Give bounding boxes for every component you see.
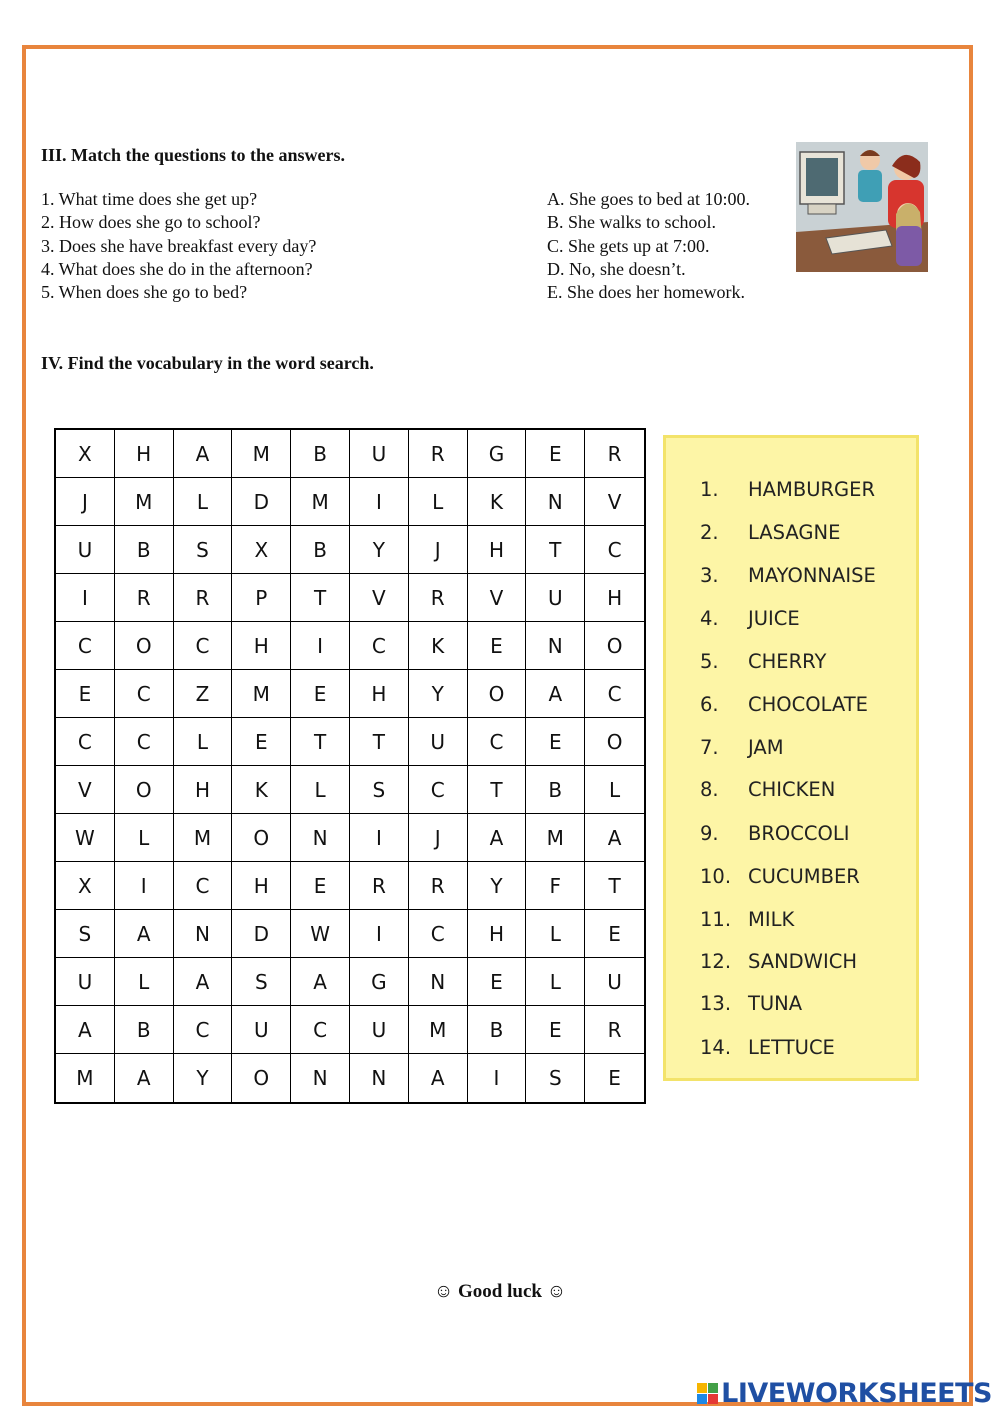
grid-cell[interactable]: R [115, 574, 174, 622]
grid-cell[interactable]: T [291, 718, 350, 766]
grid-cell[interactable]: H [468, 910, 527, 958]
grid-cell[interactable]: Y [409, 670, 468, 718]
grid-cell[interactable]: A [174, 958, 233, 1006]
word-number: 4. [700, 607, 719, 630]
grid-cell[interactable]: C [291, 1006, 350, 1054]
grid-cell[interactable]: C [56, 718, 115, 766]
grid-cell[interactable]: O [232, 814, 291, 862]
grid-cell[interactable]: H [585, 574, 644, 622]
grid-cell[interactable]: K [232, 766, 291, 814]
grid-cell[interactable]: T [468, 766, 527, 814]
grid-cell[interactable]: J [409, 526, 468, 574]
word-number: 3. [700, 564, 719, 587]
grid-cell[interactable]: S [232, 958, 291, 1006]
grid-cell[interactable]: C [409, 910, 468, 958]
word-list-item [700, 992, 802, 1015]
word-list-box [663, 435, 919, 1081]
grid-cell[interactable]: I [56, 574, 115, 622]
grid-cell[interactable]: C [468, 718, 527, 766]
grid-cell[interactable]: R [409, 574, 468, 622]
grid-cell[interactable]: L [409, 478, 468, 526]
grid-cell[interactable]: M [232, 430, 291, 478]
grid-cell[interactable]: O [115, 766, 174, 814]
grid-cell[interactable]: V [468, 574, 527, 622]
grid-cell[interactable]: L [174, 718, 233, 766]
grid-cell[interactable]: A [291, 958, 350, 1006]
grid-cell[interactable]: T [585, 862, 644, 910]
grid-cell[interactable]: H [232, 622, 291, 670]
grid-cell[interactable]: N [409, 958, 468, 1006]
word-text: CHICKEN [748, 778, 836, 801]
word-list-item [700, 822, 849, 845]
grid-cell[interactable]: U [350, 1006, 409, 1054]
question-3: 3. Does she have breakfast every day? [41, 235, 317, 256]
word-number: 5. [700, 650, 719, 673]
grid-cell[interactable]: V [56, 766, 115, 814]
grid-cell[interactable]: T [526, 526, 585, 574]
grid-cell[interactable]: E [526, 430, 585, 478]
brand-text: LIVEWORKSHEETS [721, 1378, 992, 1409]
grid-cell[interactable]: A [409, 1054, 468, 1102]
word-number: 12. [700, 950, 732, 973]
grid-cell[interactable]: I [350, 910, 409, 958]
grid-cell[interactable]: L [291, 766, 350, 814]
grid-cell[interactable]: H [350, 670, 409, 718]
word-list-item [700, 650, 826, 673]
grid-cell[interactable]: B [291, 526, 350, 574]
word-text: MILK [748, 908, 795, 931]
grid-cell[interactable]: C [115, 718, 174, 766]
liveworksheets-icon [697, 1383, 718, 1404]
section-3-title: III. Match the questions to the answers. [41, 145, 346, 165]
grid-cell[interactable]: E [526, 718, 585, 766]
grid-cell[interactable]: A [115, 1054, 174, 1102]
grid-cell[interactable]: A [468, 814, 527, 862]
grid-cell[interactable]: C [350, 622, 409, 670]
word-list-item [700, 607, 800, 630]
grid-cell[interactable]: N [526, 622, 585, 670]
grid-cell[interactable]: E [291, 670, 350, 718]
grid-cell[interactable]: U [350, 430, 409, 478]
grid-cell[interactable]: C [174, 862, 233, 910]
answer-d: D. No, she doesn’t. [547, 258, 686, 279]
word-list-item [700, 478, 875, 501]
grid-cell[interactable]: A [115, 910, 174, 958]
grid-cell[interactable]: E [468, 958, 527, 1006]
grid-cell[interactable]: X [232, 526, 291, 574]
grid-cell[interactable]: M [232, 670, 291, 718]
grid-cell[interactable]: B [468, 1006, 527, 1054]
word-text: CHERRY [748, 650, 827, 673]
grid-cell[interactable]: R [409, 862, 468, 910]
word-list-item [700, 778, 835, 801]
grid-cell[interactable]: B [115, 1006, 174, 1054]
word-list-item [700, 950, 857, 973]
grid-cell[interactable]: M [291, 478, 350, 526]
grid-cell[interactable]: C [585, 670, 644, 718]
grid-cell[interactable]: I [291, 622, 350, 670]
grid-cell[interactable]: A [56, 1006, 115, 1054]
grid-cell[interactable]: E [56, 670, 115, 718]
question-2: 2. How does she go to school? [41, 212, 261, 233]
word-number: 13. [700, 992, 732, 1015]
grid-cell[interactable]: C [174, 1006, 233, 1054]
word-text: MAYONNAISE [748, 564, 876, 587]
grid-cell[interactable]: I [468, 1054, 527, 1102]
grid-cell[interactable]: Y [350, 526, 409, 574]
grid-cell[interactable]: I [350, 478, 409, 526]
good-luck-message: ☺ Good luck ☺ [433, 1281, 567, 1302]
grid-cell[interactable]: C [115, 670, 174, 718]
word-text: LASAGNE [748, 521, 841, 544]
grid-cell[interactable]: W [56, 814, 115, 862]
grid-cell[interactable]: J [56, 478, 115, 526]
liveworksheets-logo[interactable] [697, 1378, 992, 1409]
answer-c: C. She gets up at 7:00. [547, 235, 710, 256]
word-number: 7. [700, 736, 719, 759]
grid-cell[interactable]: B [115, 526, 174, 574]
grid-cell[interactable]: M [174, 814, 233, 862]
word-text: SANDWICH [748, 950, 857, 973]
section-4-title: IV. Find the vocabulary in the word search. [41, 353, 374, 373]
grid-cell[interactable]: A [585, 814, 644, 862]
word-text: BROCCOLI [748, 822, 850, 845]
grid-cell[interactable]: H [115, 430, 174, 478]
word-number: 8. [700, 778, 719, 801]
grid-cell[interactable]: U [56, 958, 115, 1006]
word-number: 10. [700, 865, 732, 888]
grid-cell[interactable]: J [409, 814, 468, 862]
grid-cell[interactable]: U [585, 958, 644, 1006]
grid-cell[interactable]: O [232, 1054, 291, 1102]
word-text: JUICE [748, 607, 800, 630]
grid-cell[interactable]: T [291, 574, 350, 622]
word-number: 2. [700, 521, 719, 544]
questions-list [41, 188, 316, 304]
grid-cell[interactable]: U [526, 574, 585, 622]
grid-cell[interactable]: S [56, 910, 115, 958]
grid-cell[interactable]: L [174, 478, 233, 526]
grid-cell[interactable]: N [350, 1054, 409, 1102]
word-number: 1. [700, 478, 719, 501]
grid-cell[interactable]: L [115, 814, 174, 862]
grid-cell[interactable]: H [232, 862, 291, 910]
word-text: HAMBURGER [748, 478, 876, 501]
grid-cell[interactable]: B [526, 766, 585, 814]
grid-cell[interactable]: E [291, 862, 350, 910]
grid-cell[interactable]: D [232, 478, 291, 526]
grid-cell[interactable]: H [174, 766, 233, 814]
word-list-item [700, 521, 840, 544]
grid-cell[interactable]: C [409, 766, 468, 814]
grid-cell[interactable]: O [585, 718, 644, 766]
grid-cell[interactable]: U [56, 526, 115, 574]
grid-cell[interactable]: W [291, 910, 350, 958]
grid-cell[interactable]: E [468, 622, 527, 670]
grid-cell[interactable]: L [115, 958, 174, 1006]
grid-cell[interactable]: E [232, 718, 291, 766]
grid-cell[interactable]: S [350, 766, 409, 814]
grid-cell[interactable]: O [468, 670, 527, 718]
answer-e: E. She does her homework. [547, 282, 745, 303]
grid-cell[interactable]: X [56, 430, 115, 478]
word-list-item [700, 908, 794, 931]
word-text: TUNA [748, 992, 803, 1015]
grid-cell[interactable]: X [56, 862, 115, 910]
word-number: 6. [700, 693, 719, 716]
word-list-item [700, 865, 860, 888]
answer-a: A. She goes to bed at 10:00. [547, 189, 750, 209]
word-text: JAM [748, 736, 784, 759]
word-list-item [700, 564, 876, 587]
grid-cell[interactable]: D [232, 910, 291, 958]
grid-cell[interactable]: L [585, 766, 644, 814]
grid-cell[interactable]: C [174, 622, 233, 670]
grid-cell[interactable]: E [608, 1066, 621, 1090]
grid-cell[interactable]: K [468, 478, 527, 526]
grid-cell[interactable]: H [468, 526, 527, 574]
answers-list [547, 188, 750, 304]
word-number: 11. [700, 908, 732, 931]
grid-cell[interactable]: R [409, 430, 468, 478]
grid-cell[interactable]: R [174, 574, 233, 622]
grid-cell[interactable]: G [350, 958, 409, 1006]
grid-cell[interactable]: O [585, 622, 644, 670]
question-4: 4. What does she do in the afternoon? [41, 258, 313, 279]
grid-cell[interactable]: Y [468, 862, 527, 910]
grid-cell[interactable]: B [291, 430, 350, 478]
word-text: CUCUMBER [748, 865, 860, 888]
grid-cell[interactable]: L [526, 910, 585, 958]
grid-cell[interactable]: C [585, 526, 644, 574]
family-computer-illustration [796, 142, 928, 272]
grid-cell[interactable]: M [409, 1006, 468, 1054]
grid-cell[interactable]: F [526, 862, 585, 910]
word-search-grid [54, 428, 646, 1104]
grid-cell[interactable]: E [585, 910, 644, 958]
grid-cell[interactable]: R [585, 430, 644, 478]
word-list-item [700, 1036, 835, 1059]
grid-cell[interactable]: Y [174, 1054, 233, 1102]
word-list-item [700, 693, 868, 716]
answer-b: B. She walks to school. [547, 212, 716, 233]
grid-cell[interactable]: I [350, 814, 409, 862]
grid-cell[interactable]: N [174, 910, 233, 958]
grid-cell[interactable]: T [350, 718, 409, 766]
grid-cell[interactable]: S [526, 1054, 585, 1102]
question-1: 1. What time does she get up? [41, 189, 258, 209]
grid-cell[interactable]: Z [174, 670, 233, 718]
grid-cell[interactable]: I [115, 862, 174, 910]
word-text: CHOCOLATE [748, 693, 868, 716]
word-text: LETTUCE [748, 1036, 835, 1059]
word-number: 9. [700, 822, 719, 845]
grid-cell[interactable]: R [350, 862, 409, 910]
grid-cell[interactable]: S [174, 526, 233, 574]
grid-cell[interactable]: R [585, 1006, 644, 1054]
grid-cell[interactable]: V [585, 478, 644, 526]
grid-cell[interactable]: A [174, 430, 233, 478]
grid-cell[interactable]: M [56, 1054, 115, 1102]
grid-cell[interactable]: N [526, 478, 585, 526]
grid-cell[interactable]: G [468, 430, 527, 478]
question-5: 5. When does she go to bed? [41, 282, 248, 303]
grid-cell[interactable]: A [526, 670, 585, 718]
grid-cell[interactable]: U [232, 1006, 291, 1054]
grid-cell[interactable]: K [409, 622, 468, 670]
grid-cell[interactable]: V [350, 574, 409, 622]
grid-cell[interactable]: N [291, 814, 350, 862]
grid-cell[interactable]: P [232, 574, 291, 622]
grid-cell[interactable]: L [526, 958, 585, 1006]
grid-cell[interactable]: M [115, 478, 174, 526]
word-number: 14. [700, 1036, 732, 1059]
word-list-item [700, 736, 784, 759]
grid-cell[interactable]: M [526, 814, 585, 862]
grid-cell[interactable]: C [56, 622, 115, 670]
grid-cell[interactable]: U [409, 718, 468, 766]
grid-cell[interactable]: E [526, 1006, 585, 1054]
grid-cell[interactable]: N [291, 1054, 350, 1102]
grid-cell[interactable]: O [115, 622, 174, 670]
